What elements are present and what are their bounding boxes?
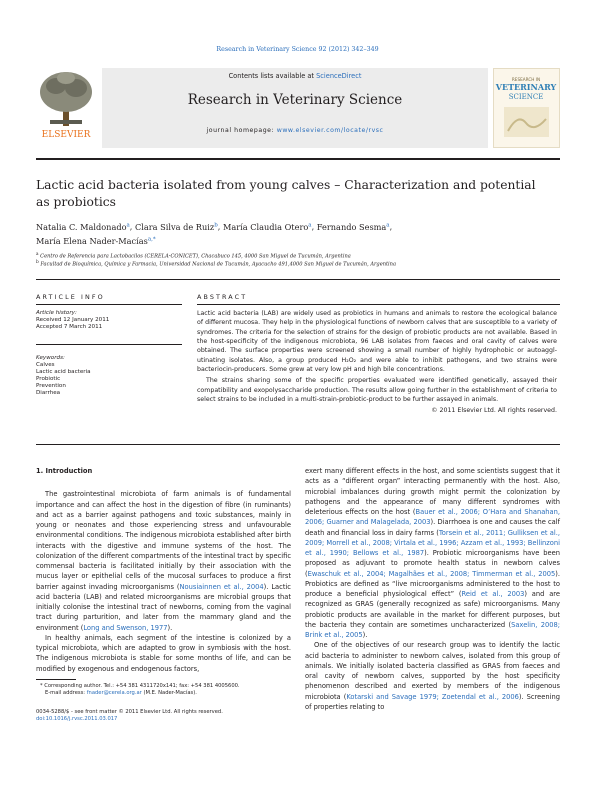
section-heading: 1. Introduction [36,467,93,475]
email-link[interactable]: fnader@cerela.org.ar [86,690,142,697]
abstract-rule [197,304,560,305]
author-list: Natalia C. Maldonado$^a$, Clara Silva de Ruiz$^b$, María Claudia Otero$^a$, Fernando Sesma$^a$, María Elena Nader-Macías$^{a,*}$ [36,221,393,247]
footnote-rule [36,679,76,680]
keywords-rule [36,344,182,345]
citation-link[interactable]: Nousiainnen et al., 2004 [179,582,264,591]
keyword: Calves [36,362,55,368]
left-column: 1. Introduction The gastrointestinal microbiota of farm animals is of fundamental importance and can affect the host in the digestion of fibre (in ruminants) and act as a barrier against pathogens and toxic substances, mainly in young or neonates and those experiencing stress and unfavourable environmental conditions. The indigenous microbiota established after birth interacts with the digestive and immune systems of the host. The colonization of the different compartments of the intestinal tract by specific commensal bacteria is facilitated initially by their association with the mucus layer or epithelial cells of the mucosal surfaces to produce a first barrier against invading microorganisms (Nousiainnen et al., 2004). Lactic acid bacteria (LAB) and related microorganisms are microbial groups that initially colonise the intestinal tract of newborns, coming from the vaginal tract during parturition, and later from the mammary gland and the environment (Long and Swenson, 1977). In healthy animals, each segment of the intestine is colonized by a typical microbiota, which are adapted to grow in symbiosis with the host. The indigenous microbiota is stable for some months of life, and can be modified by exogenous and endogenous factors, [36,467,291,673]
article-history: Article history: Received 12 January 2011 Accepted 7 March 2011 [36,310,110,330]
elsevier-wordmark: ELSEVIER [41,130,91,140]
citation-link[interactable]: Torsein et al., 2011; Gulliksen et al., 2009; Morrell et al., 2008; Virtala et al., 1996; Azzam et al., 1993; Bellinzoni et al., 1990; Bellows et al., 1987 [305,528,560,557]
article-title: Lactic acid bacteria isolated from young calves – Characterization and potential as probiotics [36,178,536,209]
author[interactable]: María Elena Nader-Macías$^{a,*}$ [36,236,156,247]
footnote: * Corresponding author. Tel.: +54 381 4311720x141; fax: +54 381 4005600. E-mail address: fnader@cerela.org.ar (M.E. Nader-Macías). [40,683,240,697]
article-info-rule [36,304,182,305]
abstract-bottom-rule [36,444,560,445]
svg-text:RESEARCH IN: RESEARCH IN [511,77,541,82]
journal-cover-image [493,68,560,148]
author[interactable]: Clara Silva de Ruiz$^b$ [135,221,218,232]
author[interactable]: Fernando Sesma$^a$ [316,221,390,232]
journal-header [36,68,560,152]
copyright: © 2011 Elsevier Ltd. All rights reserved. [431,407,557,415]
keywords: Keywords: Calves Lactic acid bacteria Probiotic Prevention Diarrhea [36,355,182,397]
citation-link[interactable]: Bauer et al., 2006; O’Hara and Shanahan, 2006; Guarner and Malagelada, 2003 [305,508,561,527]
sciencedirect-link[interactable]: ScienceDirect [316,72,362,80]
elsevier-logo [36,68,96,140]
header-rule [36,158,560,160]
article-info-heading: ARTICLE INFO [36,293,105,301]
svg-text:SCIENCE: SCIENCE [508,93,544,101]
journal-title: Research in Veterinary Science [187,92,403,108]
citation-link[interactable]: Ewaschuk et al., 2004; Magalhães et al., 2008; Timmerman et al., 2005 [307,569,556,578]
svg-text:VETERINARY: VETERINARY [495,82,557,92]
affiliation: $^b$ Facultad de Bioquímica, Química y Farmacia, Universidad Nacional de Tucumán, Ayacucho 491,4000 San Miguel de Tucumán, Argentina [36,260,396,268]
journal-homepage: journal homepage: www.elsevier.com/locate/rvsc [206,127,384,134]
citation-link[interactable]: Kotarski and Savage 1979; Zoetendal et al., 2006 [346,692,519,701]
affiliation: $^a$ Centro de Referencia para Lactobacilos (CERELA-CONICET), Chacabuco 145, 4000 San Miguel de Tucumán, Argentina [36,252,351,260]
contents-line: Contents lists available at ScienceDirect [228,72,362,80]
citation-link[interactable]: Saxelin, 2008; Brink et al., 2005 [305,620,561,639]
journal-reference[interactable]: Research in Veterinary Science 92 (2012) 342–349 [216,46,379,53]
abstract-heading: ABSTRACT [197,293,248,301]
citation-link[interactable]: Reid et al., 2003 [461,590,525,598]
homepage-link[interactable]: www.elsevier.com/locate/rvsc [276,127,384,134]
keyword: Lactic acid bacteria [36,369,91,375]
right-column: exert many different effects in the host, and some scientists suggest that it acts as a “different organ” interacting permanently with the host. Also, microbial imbalances during growth might permit the colonization by pathogens and the appearance of many different syndromes with deleterious effects on the host (Bauer et al., 2006; O’Hara and Shanahan, 2006; Guarner and Malagelada, 2003). Diarrhoea is one and causes the calf death and financial loss in dairy farms (Torsein et al., 2011; Gulliksen et al., 2009; Morrell et al., 2008; Virtala et al., 1996; Azzam et al., 1993; Bellinzoni et al., 1990; Bellows et al., 1987). Probiotic microorganisms have been proposed as adjuvant to promote health status in newborn calves (Ewaschuk et al., 2004; Magalhães et al., 2008; Timmerman et al., 2005). Probiotics are defined as “live microorganisms administered to the host to produce a beneficial physiological effect” (Reid et al., 2003) and are recognized as GRAS (generally recognized as safe) microorganisms. Many probiotic products are available in the market for different purposes, but the bacteria they contain are sometimes uncharacterized (Saxelin, 2008; Brink et al., 2005). One of the objectives of our research group was to identify the lactic acid bacteria to administer to newborn calves, isolated from this group of animals. We initially isolated bacteria classified as GRAS from faeces and oral cavity of newborn calves, supported by the host specificity phenomenon described and exerted by members of the indigenous microbiota (Kotarski and Savage 1979; Zoetendal et al., 2006). Screening of properties relating to [305,467,561,711]
abstract-text: Lactic acid bacteria (LAB) are widely used as probiotics in humans and animals to restore the ecological balance of different mucosa. They help in the physiological functions of newborn calves that are susceptible to a variety of syndromes. The criteria for the selection of strains for the design of probiotic products are not available. Based in the host-specificity of the indigenous microbiota, 96 LAB isolates from faeces and oral cavity of calves were obtained. The surface properties were screened showing a small number of highly hydrophobic or autoagglutinating isolates. Also, a group produced H₂O₂ and were able to inhibit pathogens, and two strains were bacteriocin-producers. Some grew at very low pH and high bile concentrations. The strains sharing some of the specific properties evaluated were identified genetically, assayed their compatibility and exopolysaccharide production. The results allow going further in the establishment of criteria to select strains to be included in a multi-strain-probiotic-product to be further assayed in animals. © 2011 Elsevier Ltd. All rights reserved. [197,310,557,415]
keyword: Probiotic [36,376,61,382]
author[interactable]: María Claudia Otero$^a$ [222,221,312,232]
author[interactable]: Natalia C. Maldonado$^a$ [36,221,130,232]
keyword: Diarrhea [36,390,61,396]
journal-banner [102,68,488,148]
issn-block: 0034-5288/$ - see front matter © 2011 Elsevier Ltd. All rights reserved. doi:10.1016/j.rvsc.2011.03.017 [36,709,336,723]
affiliation-rule [36,279,560,280]
citation-link[interactable]: Long and Swenson, 1977 [83,623,168,632]
keyword: Prevention [36,383,66,389]
doi-link[interactable]: doi:10.1016/j.rvsc.2011.03.017 [36,716,118,723]
